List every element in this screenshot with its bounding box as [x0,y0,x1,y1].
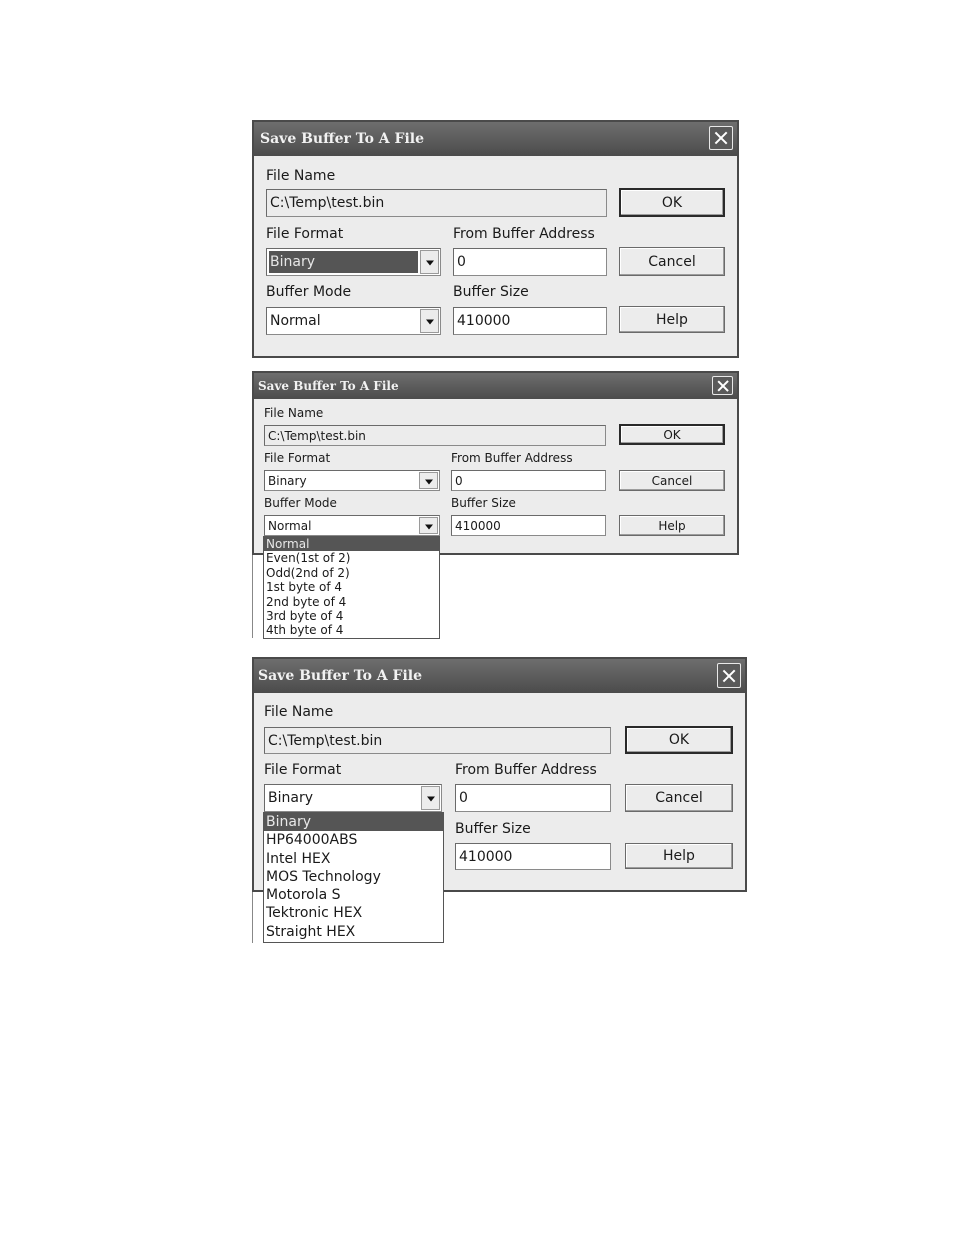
buffer-mode-label: Buffer Mode [264,496,337,510]
dialog-title: Save Buffer To A File [258,668,423,684]
list-item[interactable]: Normal [264,537,439,551]
list-item[interactable]: MOS Technology [266,868,381,885]
file-name-label: File Name [266,168,336,184]
file-name-label: File Name [264,406,324,420]
file-format-select[interactable]: Binary [264,784,442,812]
buffer-size-input[interactable]: 410000 [451,515,606,536]
dialog-title-bar[interactable] [254,659,745,693]
file-name-input[interactable]: C:\Temp\test.bin [264,425,606,446]
file-name-input[interactable]: C:\Temp\test.bin [266,189,607,217]
from-buffer-address-input[interactable]: 0 [451,470,606,491]
buffer-size-input[interactable]: 410000 [455,843,611,870]
save-buffer-dialog-1 [252,120,739,358]
buffer-mode-label: Buffer Mode [266,284,352,300]
buffer-mode-dropdown-list [263,536,440,639]
cancel-button[interactable]: Cancel [625,784,733,812]
from-buffer-address-input[interactable]: 0 [453,248,607,276]
help-button[interactable]: Help [619,515,725,536]
from-buffer-address-label: From Buffer Address [453,226,595,242]
chevron-down-icon[interactable] [419,517,438,534]
from-buffer-address-label: From Buffer Address [455,762,597,778]
list-item[interactable]: Tektronic HEX [266,905,363,922]
file-name-input[interactable]: C:\Temp\test.bin [264,727,611,754]
chevron-down-icon[interactable] [420,250,439,274]
file-format-select[interactable]: Binary [264,470,440,491]
ok-button[interactable]: OK [619,188,725,217]
help-button[interactable]: Help [619,306,725,333]
buffer-size-label: Buffer Size [451,496,516,510]
save-buffer-dialog-2 [252,371,739,555]
dialog-title-bar[interactable] [254,373,737,399]
list-item[interactable]: Intel HEX [266,850,331,867]
dialog-title: Save Buffer To A File [258,379,399,393]
ok-button[interactable]: OK [625,726,733,754]
list-item[interactable]: Motorola S [266,887,341,904]
chevron-down-icon[interactable] [421,786,440,810]
file-format-label: File Format [266,226,344,242]
ok-button[interactable]: OK [619,424,725,445]
buffer-mode-select[interactable]: Normal [264,515,440,536]
list-item[interactable]: 1st byte of 4 [266,580,343,595]
file-format-label: File Format [264,762,342,778]
buffer-size-label: Buffer Size [455,821,531,837]
from-buffer-address-input[interactable]: 0 [455,784,611,812]
close-icon[interactable] [712,376,733,395]
close-icon[interactable] [709,126,733,150]
divider [252,892,253,943]
help-button[interactable]: Help [625,843,733,869]
buffer-size-label: Buffer Size [453,284,529,300]
buffer-mode-select[interactable]: Normal [266,307,441,335]
file-format-dropdown-list [263,812,444,943]
chevron-down-icon[interactable] [420,309,439,333]
dialog-title: Save Buffer To A File [260,131,425,147]
dialog-title-bar[interactable] [254,122,737,156]
cancel-button[interactable]: Cancel [619,470,725,491]
file-name-label: File Name [264,704,334,720]
list-item[interactable]: Binary [264,813,443,831]
list-item[interactable]: 2nd byte of 4 [266,594,347,609]
list-item[interactable]: 3rd byte of 4 [266,609,344,624]
list-item[interactable]: HP64000ABS [266,832,358,849]
file-format-label: File Format [264,451,331,465]
cancel-button[interactable]: Cancel [619,247,725,276]
list-item[interactable]: 4th byte of 4 [266,623,344,638]
file-format-select[interactable]: Binary [266,248,441,276]
chevron-down-icon[interactable] [419,472,438,489]
from-buffer-address-label: From Buffer Address [451,451,573,465]
list-item[interactable]: Even(1st of 2) [266,551,351,566]
close-icon[interactable] [717,663,741,688]
list-item[interactable]: Odd(2nd of 2) [266,565,350,580]
list-item[interactable]: Straight HEX [266,923,356,940]
divider [252,555,253,638]
buffer-size-input[interactable]: 410000 [453,307,607,335]
